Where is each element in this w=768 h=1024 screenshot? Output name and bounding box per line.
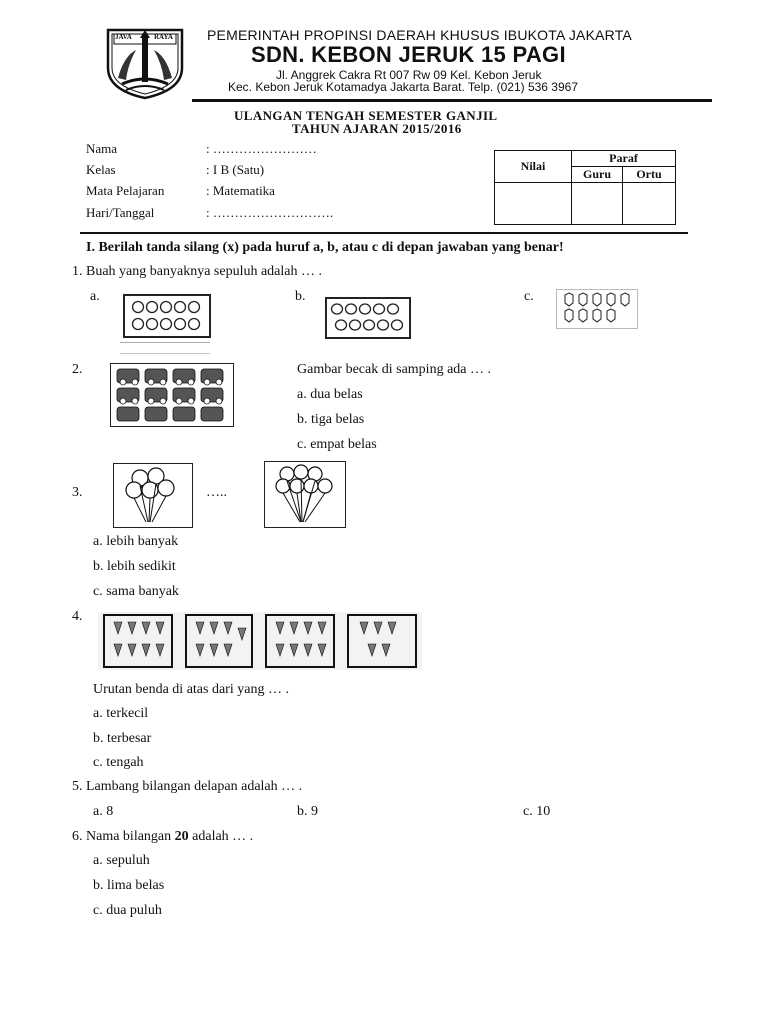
q1-option-b[interactable]: b. <box>295 289 306 304</box>
government-line: PEMERINTAH PROPINSI DAERAH KHUSUS IBUKOTA JAKARTA <box>207 27 632 43</box>
q2-text: Gambar becak di samping ada … . <box>297 362 491 377</box>
paraf-header: Paraf <box>572 151 676 167</box>
ortu-cell[interactable] <box>623 183 676 225</box>
school-name: SDN. KEBON JERUK 15 PAGI <box>251 42 566 67</box>
apple-icon <box>125 296 209 336</box>
nilai-header: Nilai <box>495 151 572 183</box>
address-line-1: Jl. Anggrek Cakra Rt 007 Rw 09 Kel. Kebon Jeruk <box>276 68 542 82</box>
q4-option-c[interactable]: c. tengah <box>93 755 144 770</box>
q3-number: 3. <box>72 485 83 500</box>
q4-option-b[interactable]: b. terbesar <box>93 731 152 746</box>
q5-option-c[interactable]: c. 10 <box>523 804 551 819</box>
score-table <box>494 150 676 225</box>
header-divider <box>192 99 712 102</box>
q6-option-b[interactable]: b. lima belas <box>93 878 165 893</box>
q2-option-b[interactable]: b. tiga belas <box>297 412 365 427</box>
q4-option-a[interactable]: a. terkecil <box>93 706 149 721</box>
q3-option-c[interactable]: c. sama banyak <box>93 584 179 599</box>
info-value-nama: : …………………… <box>206 141 317 156</box>
apple-icon <box>557 290 637 328</box>
q2-option-c[interactable]: c. empat belas <box>297 437 377 452</box>
school-logo <box>104 28 186 100</box>
q3-dots: ….. <box>206 485 227 500</box>
info-label-mapel: Mata Pelajaran <box>86 183 165 198</box>
q5-text: 5. Lambang bilangan delapan adalah … . <box>72 779 303 794</box>
nilai-cell[interactable] <box>495 183 572 225</box>
guru-cell[interactable] <box>572 183 623 225</box>
q3-balloon-image-right <box>264 461 346 528</box>
q4-text: Urutan benda di atas dari yang … . <box>93 682 289 697</box>
q6-text-bold: 20 <box>174 829 189 844</box>
apple-icon <box>327 299 409 337</box>
q2-number: 2. <box>72 362 83 377</box>
q1-image-c <box>556 289 638 329</box>
q1-image-b <box>325 297 411 339</box>
q3-option-b[interactable]: b. lebih sedikit <box>93 559 176 574</box>
q5-option-b[interactable]: b. 9 <box>297 804 318 819</box>
becak-icon <box>111 364 233 426</box>
guru-header: Guru <box>572 167 623 183</box>
q1-text: 1. Buah yang banyaknya sepuluh adalah … . <box>72 264 322 279</box>
q6-option-a[interactable]: a. sepuluh <box>93 853 150 868</box>
info-value-kelas: : I B (Satu) <box>206 162 265 177</box>
exam-year: TAHUN AJARAN 2015/2016 <box>292 121 462 136</box>
balloon-icon <box>114 464 192 527</box>
info-value-hari: : ………………………. <box>206 205 334 220</box>
q1-option-a[interactable]: a. <box>90 289 100 304</box>
q5-option-a[interactable]: a. 8 <box>93 804 114 819</box>
q1-image-a-residue <box>120 342 210 354</box>
info-label-hari: Hari/Tanggal <box>86 205 155 220</box>
q6-option-c[interactable]: c. dua puluh <box>93 903 162 918</box>
section-1-instruction: I. Berilah tanda silang (x) pada huruf a, b, atau c di depan jawaban yang benar! <box>86 240 564 255</box>
q6-text-pre: 6. Nama bilangan <box>72 829 175 844</box>
info-label-kelas: Kelas <box>86 162 116 177</box>
q3-balloon-image-left <box>113 463 193 528</box>
q6-text <box>72 829 253 845</box>
q1-image-a <box>123 294 211 338</box>
q4-number: 4. <box>72 609 83 624</box>
exam-title: ULANGAN TENGAH SEMESTER GANJIL <box>234 108 498 123</box>
info-value-mapel: : Matematika <box>206 183 275 198</box>
logo-text-right: RAYA <box>154 33 173 41</box>
q3-option-a[interactable]: a. lebih banyak <box>93 534 179 549</box>
q2-becak-image <box>110 363 234 427</box>
q6-text-post: adalah … . <box>188 829 254 844</box>
q1-option-c[interactable]: c. <box>524 289 534 304</box>
logo-text-left: JAVA <box>115 33 132 41</box>
section-divider <box>80 232 688 234</box>
ortu-header: Ortu <box>623 167 676 183</box>
q4-images-strip <box>98 612 422 670</box>
q2-option-a[interactable]: a. dua belas <box>297 387 363 402</box>
balloon-icon <box>265 462 345 527</box>
ice-cream-icon <box>98 612 422 670</box>
info-label-nama: Nama <box>86 141 118 156</box>
address-line-2: Kec. Kebon Jeruk Kotamadya Jakarta Barat. Telp. (021) 536 3967 <box>228 80 578 94</box>
